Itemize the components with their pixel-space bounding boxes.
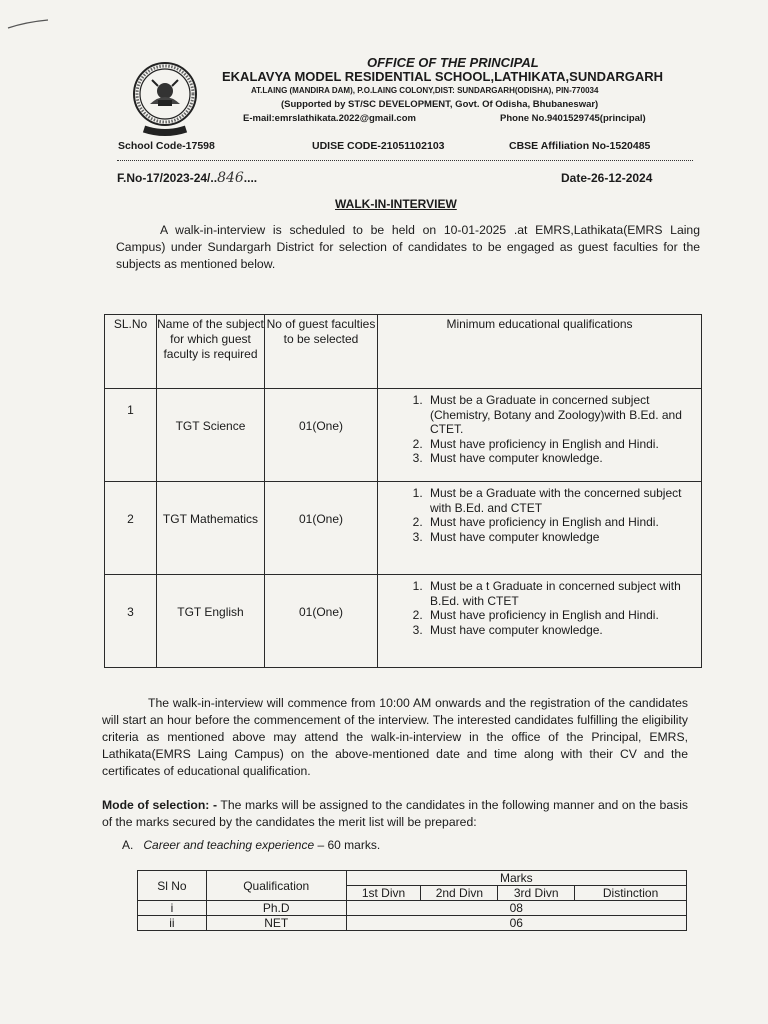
table-row <box>138 916 687 931</box>
marks-subheader: Distinction <box>575 886 687 901</box>
support-line: (Supported by ST/SC DEVELOPMENT, Govt. Of Odisha, Bhubaneswar) <box>281 99 599 110</box>
career-letter: A. <box>122 838 134 852</box>
row-sl: 2 <box>127 512 134 526</box>
row-count: 01(One) <box>298 512 344 526</box>
qualification-item: 1. Must be a Graduate in concerned subject (Chemistry, Botany and Zoology)with B.Ed. and CTET. <box>426 393 701 437</box>
qualification-item: 3. Must have computer knowledge <box>426 530 701 545</box>
table-row <box>105 482 702 575</box>
contact-email: E-mail:emrslathikata.2022@gmail.com <box>243 113 416 124</box>
career-marks: – 60 marks. <box>317 838 381 852</box>
pen-stroke-mark <box>6 18 50 30</box>
vacancy-table <box>104 314 702 668</box>
row-sl: 3 <box>127 605 134 619</box>
file-number-suffix: .... <box>243 171 258 185</box>
cbse-affiliation: CBSE Affiliation No-1520485 <box>509 140 651 152</box>
udise-code: UDISE CODE-21051102103 <box>312 140 445 152</box>
notice-title: WALK-IN-INTERVIEW <box>335 197 457 211</box>
marks-row-sl: ii <box>138 916 207 931</box>
school-name: EKALAVYA MODEL RESIDENTIAL SCHOOL,LATHIKATA,SUNDARGARH <box>222 69 664 84</box>
table-row <box>105 575 702 668</box>
marks-header-marks: Marks <box>346 871 686 886</box>
mode-of-selection <box>102 797 688 831</box>
header-count: No of guest faculties to be selected <box>265 315 378 389</box>
qualification-list <box>378 579 701 637</box>
divider <box>117 160 693 161</box>
table-row <box>138 901 687 916</box>
interview-details-paragraph: The walk-in-interview will commence from 10:00 AM onwards and the registration of the candidates will start an hour before the commencement of the interview. The interested candidates fulfilling the eligibility criteria as mentioned above may attend the walk-in-interview in the office of the Principal, EMRS, Lathikata(EMRS Laing Campus) on the above-mentioned date and time along with their CV and the certificates of educational qualification. <box>102 696 688 778</box>
row-subject: TGT Science <box>175 419 246 433</box>
row-subject: TGT English <box>177 605 244 619</box>
header-qualification: Minimum educational qualifications <box>378 315 702 389</box>
intro-paragraph: A walk-in-interview is scheduled to be held on 10-01-2025 .at EMRS,Lathikata(EMRS Laing Campus) under Sundargarh District for selection of candidates to be engaged as guest faculties for the subjects as mentioned below. <box>116 223 700 271</box>
qualification-item: 2. Must have proficiency in English and Hindi. <box>426 608 701 623</box>
school-address: AT.LAING (MANDIRA DAM), P.O.LAING COLONY,DIST: SUNDARGARH(ODISHA), PIN-770034 <box>251 86 599 95</box>
qualification-list <box>378 393 701 466</box>
file-number-handwritten: 846 <box>217 170 244 186</box>
marks-row-qualification: NET <box>206 916 346 931</box>
row-sl: 1 <box>127 403 134 417</box>
marks-subheader: 2nd Divn <box>421 886 498 901</box>
mode-of-selection-label: Mode of selection: - <box>102 798 218 812</box>
school-emblem-logo <box>122 60 208 138</box>
office-heading: OFFICE OF THE PRINCIPAL <box>367 55 539 70</box>
qualification-list <box>378 486 701 544</box>
row-subject: TGT Mathematics <box>162 512 259 526</box>
qualification-item: 2. Must have proficiency in English and Hindi. <box>426 437 701 452</box>
marks-header-sl: Sl No <box>138 871 207 901</box>
qualification-item: 1. Must be a Graduate with the concerned subject with B.Ed. and CTET <box>426 486 701 515</box>
row-count: 01(One) <box>298 419 344 433</box>
marks-table <box>137 870 687 931</box>
qualification-item: 2. Must have proficiency in English and Hindi. <box>426 515 701 530</box>
contact-phone: Phone No.9401529745(principal) <box>500 113 646 124</box>
marks-row-value: 06 <box>346 916 686 931</box>
marks-subheader: 1st Divn <box>346 886 421 901</box>
marks-header-qualification: Qualification <box>206 871 346 901</box>
marks-row-value: 08 <box>346 901 686 916</box>
career-text: Career and teaching experience <box>143 838 315 852</box>
qualification-item: 1. Must be a t Graduate in concerned subject with B.Ed. with CTET <box>426 579 701 608</box>
mode-of-selection-text: The marks will be assigned to the candidates in the following manner and on the basis of the marks secured by the candidates the merit list will be prepared: <box>102 798 688 829</box>
header-sl: SL.No <box>105 315 157 389</box>
qualification-item: 3. Must have computer knowledge. <box>426 451 701 466</box>
marks-row-sl: i <box>138 901 207 916</box>
table-row <box>105 389 702 482</box>
career-criterion <box>122 838 380 852</box>
marks-subheader: 3rd Divn <box>498 886 575 901</box>
school-code: School Code-17598 <box>118 140 215 152</box>
header-subject: Name of the subject for which guest faculty is required <box>157 315 265 389</box>
file-number-prefix: F.No-17/2023-24/.. <box>117 171 218 185</box>
qualification-item: 3. Must have computer knowledge. <box>426 623 701 638</box>
row-count: 01(One) <box>298 605 344 619</box>
marks-row-qualification: Ph.D <box>206 901 346 916</box>
notice-date: Date-26-12-2024 <box>561 171 653 185</box>
marks-header-row <box>138 871 687 886</box>
file-number <box>117 170 257 186</box>
vacancy-header-row <box>105 315 702 389</box>
